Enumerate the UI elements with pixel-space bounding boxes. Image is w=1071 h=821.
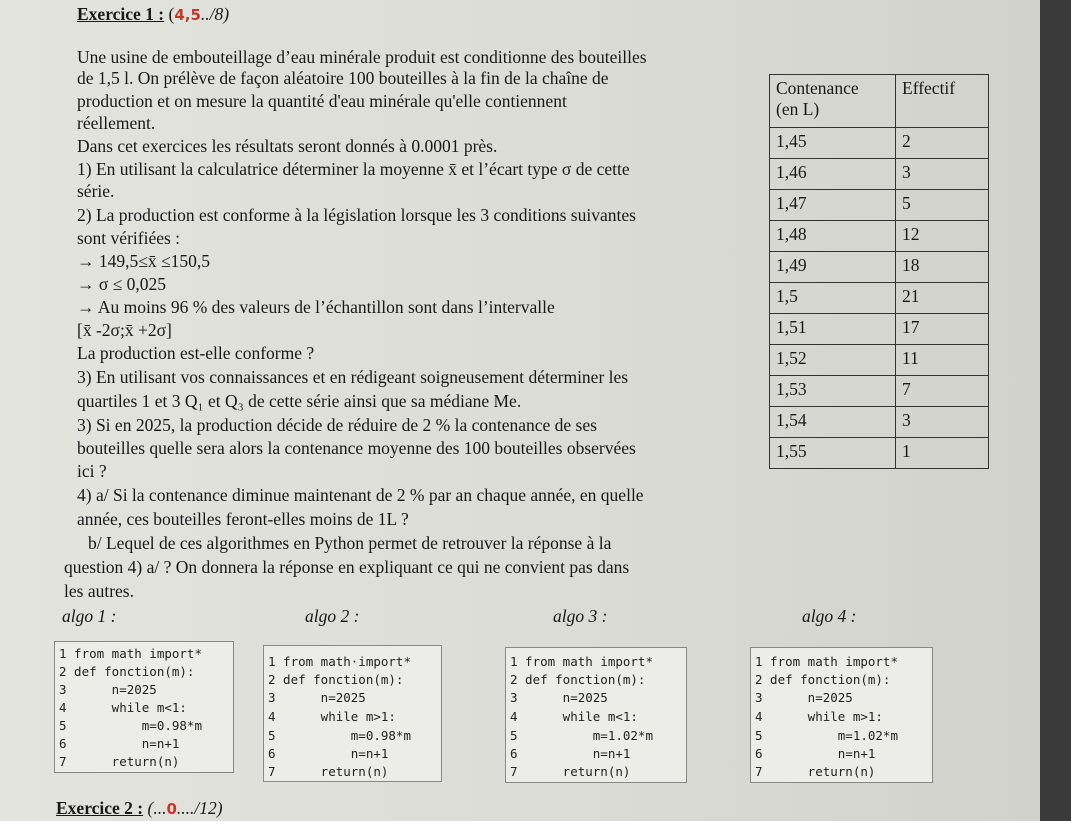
code-line: 5 m=1.02*m — [755, 728, 898, 743]
code-line: 2 def fonction(m): — [510, 672, 646, 687]
table-row — [770, 376, 989, 407]
exercise2-title: Exercice 2 : — [56, 798, 144, 818]
intro-line: réellement. — [77, 113, 156, 133]
code-line: 3 n=2025 — [510, 690, 608, 705]
exercise1-grade-close: ../8) — [200, 4, 230, 24]
question-line: année, ces bouteilles feront-elles moins de 1L ? — [77, 509, 409, 529]
cell-effectif: 7 — [896, 376, 989, 407]
cell-effectif: 5 — [896, 190, 989, 221]
question-line: question 4) a/ ? On donnera la réponse en expliquant ce qui ne convient pas dans — [64, 557, 630, 577]
exercise1-title: Exercice 1 : — [77, 4, 165, 24]
algo2-code-box — [263, 645, 442, 782]
cell-effectif: 3 — [896, 159, 989, 190]
code-line: 6 n=n+1 — [59, 736, 180, 751]
table-row — [770, 221, 989, 252]
code-line: 3 n=2025 — [59, 682, 157, 697]
cell-contenance: 1,52 — [770, 345, 896, 376]
background-edge — [1040, 0, 1071, 821]
table-row — [770, 345, 989, 376]
code-line: 7 return(n) — [755, 764, 876, 779]
code-line: 7 return(n) — [510, 764, 631, 779]
algo2-label: algo 2 : — [305, 606, 360, 626]
table-row — [770, 252, 989, 283]
code-line: 2 def fonction(m): — [268, 672, 404, 687]
cell-effectif: 3 — [896, 407, 989, 438]
intro-line: de 1,5 l. On prélève de façon aléatoire 100 bouteilles à la fin de la chaîne de — [77, 68, 609, 88]
exercise2-grade-open: (... — [147, 798, 167, 818]
cell-contenance: 1,47 — [770, 190, 896, 221]
code-line: 1 from math import* — [755, 654, 898, 669]
table-row — [770, 407, 989, 438]
intro-line: Dans cet exercices les résultats seront donnés à 0.0001 près. — [77, 136, 498, 156]
code-line: 6 n=n+1 — [510, 746, 631, 761]
question-line: quartiles 1 et 3 Q₁ et Q₃ de cette série ainsi que sa médiane Me. — [77, 391, 522, 411]
algo4-label: algo 4 : — [802, 606, 857, 626]
code-line: 7 return(n) — [59, 754, 180, 769]
table-row — [770, 314, 989, 345]
question-line: La production est-elle conforme ? — [77, 343, 315, 363]
data-table — [769, 74, 989, 469]
code-line: 4 while m<1: — [510, 709, 638, 724]
table-row — [770, 159, 989, 190]
question-line: sont vérifiées : — [77, 228, 181, 248]
exercise2-grade-close: ..../12) — [176, 798, 223, 818]
intro-line: production et on mesure la quantité d'eau minérale qu'elle contiennent — [77, 91, 567, 111]
header-effectif: Effectif — [896, 75, 989, 128]
cell-effectif: 11 — [896, 345, 989, 376]
code-line: 7 return(n) — [268, 764, 389, 779]
question-line: [x̄ -2σ;x̄ +2σ] — [77, 320, 172, 340]
exercise1-grade-mark: 4,5 — [174, 6, 201, 24]
algo1-code-box — [54, 641, 234, 773]
cell-contenance: 1,5 — [770, 283, 896, 314]
question-line: les autres. — [64, 581, 134, 601]
table-row — [770, 190, 989, 221]
question-line: → 149,5≤x̄ ≤150,5 — [77, 251, 210, 271]
table-row — [770, 438, 989, 469]
code-line: 4 while m>1: — [268, 709, 396, 724]
code-line: 3 n=2025 — [268, 690, 366, 705]
code-line: 4 while m<1: — [59, 700, 187, 715]
question-line: série. — [77, 181, 115, 201]
code-line: 5 m=0.98*m — [268, 728, 411, 743]
code-line: 3 n=2025 — [755, 690, 853, 705]
cell-effectif: 17 — [896, 314, 989, 345]
header-contenance — [770, 75, 896, 128]
exercise1-grade-open: ( — [168, 4, 175, 24]
question-line: b/ Lequel de ces algorithmes en Python permet de retrouver la réponse à la — [88, 533, 612, 553]
table-header-row — [770, 75, 989, 128]
header-contenance-line1: Contenance — [776, 78, 859, 98]
code-line: 5 m=1.02*m — [510, 728, 653, 743]
code-line: 4 while m>1: — [755, 709, 883, 724]
question-line: 3) En utilisant vos connaissances et en rédigeant soigneusement déterminer les — [77, 367, 629, 387]
question-line: 1) En utilisant la calculatrice déterminer la moyenne x̄ et l’écart type σ de cette — [77, 159, 630, 179]
question-line: 2) La production est conforme à la législation lorsque les 3 conditions suivantes — [77, 205, 636, 225]
exercise2-grade-mark: 0 — [166, 800, 177, 818]
question-line: ici ? — [77, 461, 107, 481]
question-line: 4) a/ Si la contenance diminue maintenant de 2 % par an chaque année, en quelle — [77, 485, 644, 505]
table-row — [770, 283, 989, 314]
code-line: 2 def fonction(m): — [59, 664, 195, 679]
cell-effectif: 12 — [896, 221, 989, 252]
cell-contenance: 1,53 — [770, 376, 896, 407]
cell-contenance: 1,55 — [770, 438, 896, 469]
code-line: 6 n=n+1 — [268, 746, 389, 761]
header-contenance-line2: (en L) — [776, 99, 820, 119]
question-line: 3) Si en 2025, la production décide de réduire de 2 % la contenance de ses — [77, 415, 597, 435]
cell-contenance: 1,54 — [770, 407, 896, 438]
question-line: → Au moins 96 % des valeurs de l’échantillon sont dans l’intervalle — [77, 297, 555, 317]
exercise1-heading — [77, 4, 229, 26]
algo4-code-box — [750, 647, 933, 783]
question-line: → σ ≤ 0,025 — [77, 274, 167, 294]
cell-contenance: 1,45 — [770, 128, 896, 159]
cell-contenance: 1,46 — [770, 159, 896, 190]
code-line: 2 def fonction(m): — [755, 672, 891, 687]
cell-contenance: 1,48 — [770, 221, 896, 252]
cell-effectif: 18 — [896, 252, 989, 283]
code-line: 6 n=n+1 — [755, 746, 876, 761]
code-line: 1 from math import* — [510, 654, 653, 669]
cell-effectif: 21 — [896, 283, 989, 314]
question-line: bouteilles quelle sera alors la contenance moyenne des 100 bouteilles observées — [77, 438, 636, 458]
table-row — [770, 128, 989, 159]
cell-contenance: 1,49 — [770, 252, 896, 283]
algo3-label: algo 3 : — [553, 606, 608, 626]
intro-line: Une usine de embouteillage d’eau minérale produit est conditionne des bouteilles — [77, 47, 647, 67]
algo3-code-box — [505, 647, 687, 783]
cell-effectif: 2 — [896, 128, 989, 159]
algo1-label: algo 1 : — [62, 606, 117, 626]
code-line: 1 from math import* — [59, 646, 202, 661]
code-line: 1 from math·import* — [268, 654, 411, 669]
exercise2-heading — [56, 798, 223, 820]
code-line: 5 m=0.98*m — [59, 718, 202, 733]
cell-effectif: 1 — [896, 438, 989, 469]
cell-contenance: 1,51 — [770, 314, 896, 345]
